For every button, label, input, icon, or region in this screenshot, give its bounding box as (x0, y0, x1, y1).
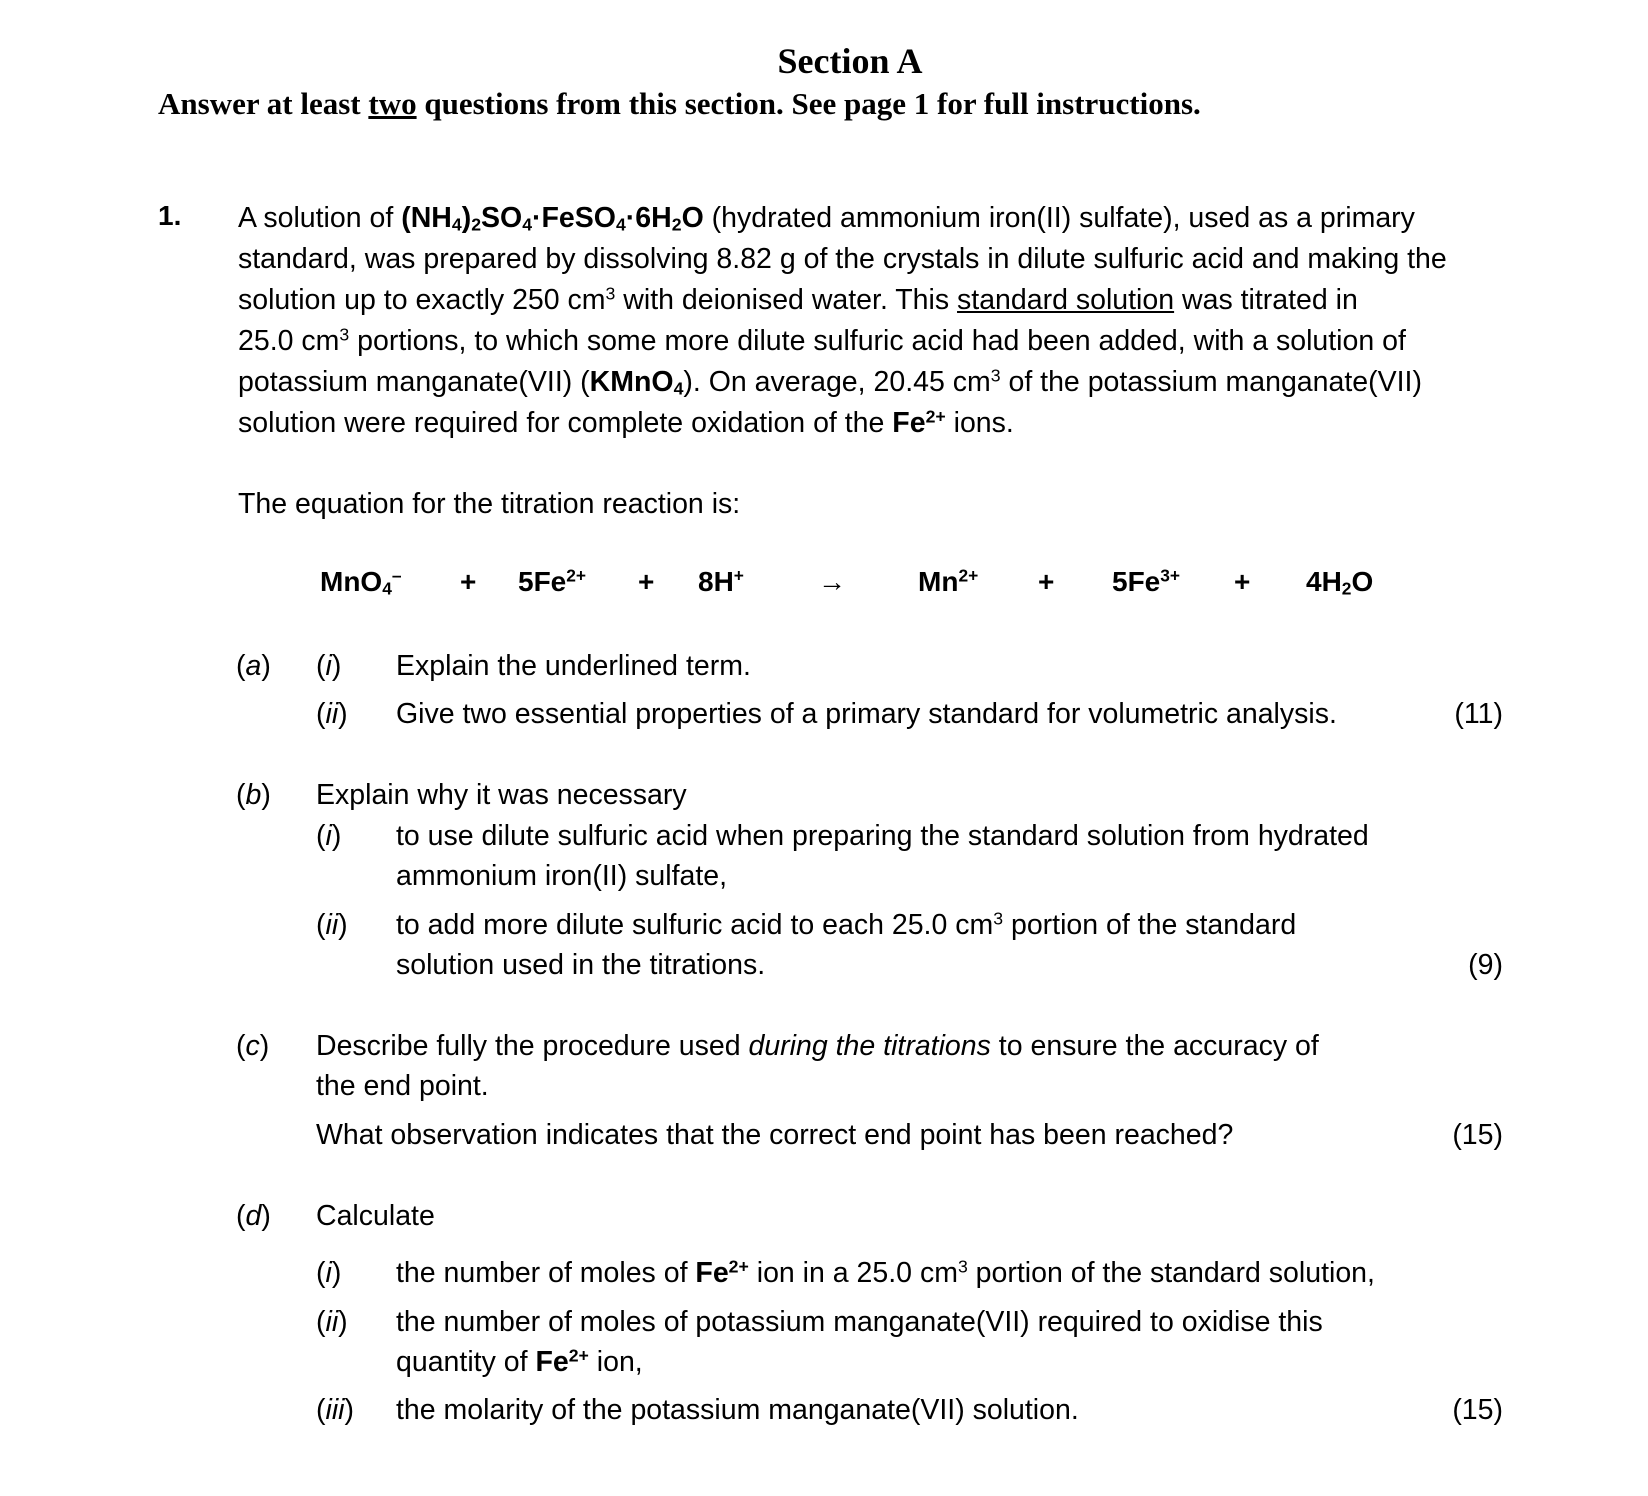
equation-lead: The equation for the titration reaction is: (238, 488, 741, 520)
part-d-label: (d) (236, 1200, 271, 1232)
ammonium-iron-sulfate-formula: $(NH_4)_2SO_4\cdot FeSO_4\cdot 6H_2O$ (401, 202, 704, 235)
part-a-label: (a) (236, 650, 271, 682)
section-title: Section A (777, 41, 923, 81)
part-d-marks: (15) (1452, 1394, 1503, 1426)
part-b-label: (b) (236, 779, 271, 811)
part-a-marks: (11) (1454, 698, 1503, 730)
underlined-term: standard solution (957, 284, 1175, 316)
section-instruction: Answer at least two questions from this section. See page 1 for full instructions. (158, 86, 1201, 121)
part-c-label: (c) (236, 1030, 270, 1062)
question-number: 1. (158, 200, 182, 231)
part-b-marks: (9) (1468, 949, 1503, 981)
part-c-marks: (15) (1452, 1119, 1503, 1151)
question-intro: A solution of $(NH_4)_2SO_4\cdot FeSO_4\cdot 6H_2O$ (hydrated ammonium iron(II) sulfate), used as a primary standard, was prepared by dissolving 8.82 g of the crystals in dilute sulfuric acid and making the solution up to exactly 250 $cm^3$ with deionised water. This standard solution was titrated in 25.0 $cm^3$ portions, to which some more dilute sulfuric acid had been added, with a solution of potassium manganate(VII) (KMnO$_4$). On average, 20.45 $cm^3$ of the potassium manganate(VII) solution were required for complete oxidation of the $Fe^{2+}$ ions. (238, 202, 1447, 439)
